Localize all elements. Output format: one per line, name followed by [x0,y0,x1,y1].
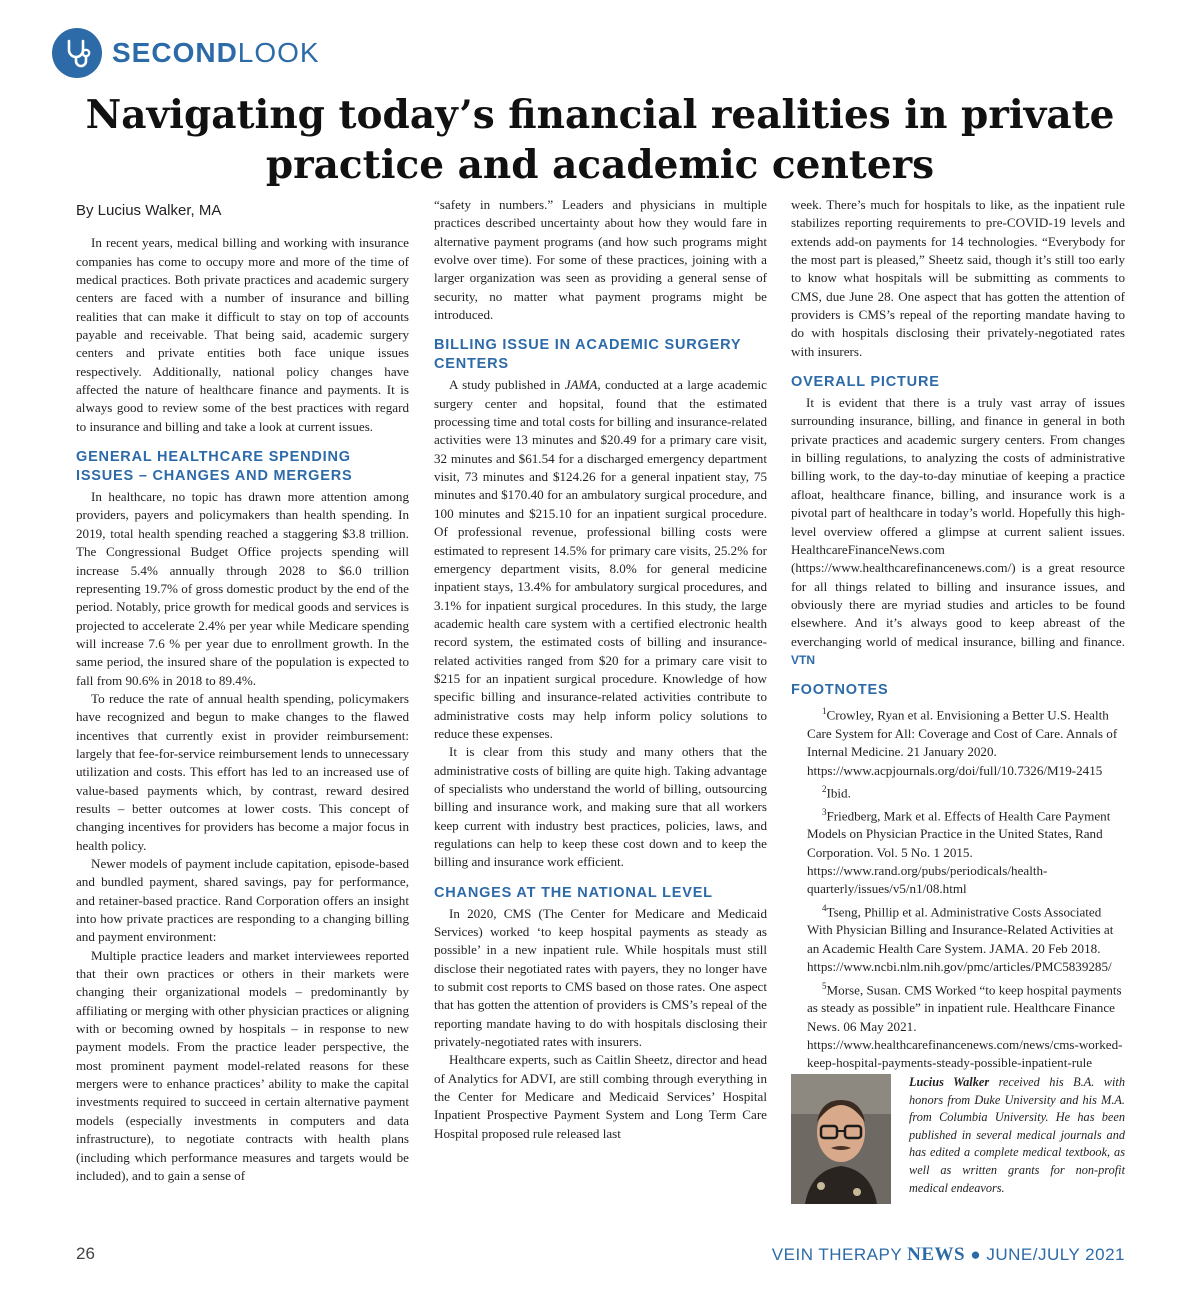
paragraph: A study published in JAMA, conducted at a large academic surgery center and hopsital, found that the estimated processing time and total costs for billing and insurance-related activities were 13 minutes and $20.49 for a primary care visit, 32 minutes and $61.54 for a discharged emergency department visit, 73 minutes and $124.26 for a general inpatient stay, 75 minutes and $170.40 for an ambulatory surgical procedure, and 100 minutes and $215.10 for an inpatient surgical procedure. Of professional revenue, professional billing costs were estimated to represent 14.5% for primary care visits, 25.2% for emergency department visits, 8.0% for general medicine inpatient stays, 13.4% for ambulatory surgical procedures, and 3.1% for inpatient surgical procedures. In this study, the large academic health care system with a certified electronic health record system, the estimated costs of billing and insurance-related activities ranged from $20 for a primary care visit to $215 for an inpatient surgical procedure. Knowledge of how specific billing and insurance-related activities contribute to administrative costs may help inform policy solutions to reduce these expenses. [434,377,767,741]
journal-name: JAMA [564,377,598,393]
paragraph: It is evident that there is a truly vast array of issues surrounding insurance, billing, and finance in general in both private practices and academic surgery centers. From changes in billing regulations, to analyzing the costs of administrative billing work, to the day-to-day minutiae of keeping a practice afloat, healthcare finance, billing, and insurance work is a pivotal part of healthcare in today’s world. Hopefully this high-level overview offered a glimpse at current salient issues. HealthcareFinanceNews.com (https://www.healthcarefinancenews.com/) is a great resource for all things related to billing and insurance issues, and obviously there are myriad studies and articles to be found elsewhere. And it’s always good to keep abreast of the everchanging world of medical insurance, billing and finance. VTN [791,395,1125,667]
paragraph: Newer models of payment include capitation, episode-based and bundled payment, shared savings, pay for performance, and retainer-based practice. Rand Corporation offers an insight into how private practices are responding to a changing billing and payment environment: [76,856,409,945]
article-title: Navigating today’s financial realities in private practice and academic centers [85,92,1115,188]
column-1 [76,198,409,1185]
magazine-issue: VEIN THERAPY NEWS ● JUNE/JULY 2021 [771,1244,1125,1265]
paragraph: To reduce the rate of annual health spending, policymakers have recognized and begun to make changes to the flawed incentives that currently exist in provider reimbursement: largely that fee-for-service reimbursement lends to unnecessary utilization and costs. This effort has led to an increased use of value-based payments which, by contrast, reward desired results – better outcomes at lower costs. This concept of changing incentives for providers has become a major focus in health policy. [76,690,409,853]
footnotes-heading: FOOTNOTES [791,682,889,699]
section-heading: GENERAL HEALTHCARE SPENDING ISSUES – CHANGES AND MERGERS [76,449,353,485]
footnote: $^1$Crowley, Ryan et al. Envisioning a Better U.S. Health Care System for All: Coverage and Cost of Care. Annals of Internal Medicine. 21 January 2020. https://www.acpjournals.org/doi/full/10.7326/M19-2415 [807,706,1118,778]
footnote: $^4$Tseng, Phillip et al. Administrative Costs Associated With Physician Billing and Insurance-Related Activities at an Academic Health Care System. JAMA. 20 Feb 2018. https://www.ncbi.nlm.nih.gov/pmc/articles/PMC5839285/ [807,902,1114,975]
footnotes-list [791,702,1125,1095]
paragraph: Healthcare experts, such as Caitlin Sheetz, director and head of Analytics for ADVI, are still combing through everything in the Center for Medicare and Medicaid Services’ Hospital Inpatient Prospective Payment System and Long Term Care Hospital proposed rule released last [434,1052,767,1141]
column-2 [434,196,767,1143]
section-label: SECONDLOOK [112,37,320,68]
footnote: $^2$Ibid. [822,783,851,801]
paragraph: week. There’s much for hospitals to like, as the inpatient rule stabilizes reporting requirements to pre-COVID-19 levels and extends add-on payments for 14 technologies. “Everybody for the most part is pleased,” Sheetz said, though it’s still too early to know what hospitals will be submitting as comments to CMS, due June 28. One aspect that has gotten the attention of providers is CMS’s repeal of the reporting mandate having to do with hospitals disclosing their privately-negotiated rates with insurers. [791,197,1125,359]
column-3 [791,196,1125,1095]
footnote: $^3$Friedberg, Mark et al. Effects of Health Care Payment Models on Physician Practice in the United States, Rand Corporation. Vol. 5 No. 1 2015. https://www.rand.org/pubs/periodicals/health-quarterly/issues/v5/n1/08.html [807,806,1111,897]
section-heading: OVERALL PICTURE [791,374,940,391]
section-header [52,28,320,78]
section-heading: CHANGES AT THE NATIONAL LEVEL [434,884,713,901]
footnote: $^5$Morse, Susan. CMS Worked “to keep hospital payments as steady as possible” in inpatient rule. Healthcare Finance News. 06 May 2021. https://www.healthcarefinancenews.com/news/cms-worked-keep-hospital-payments-steady-possible-inpatient-rule [807,980,1123,1071]
paragraph: In 2020, CMS (The Center for Medicare and Medicaid Services) worked ‘to keep hospital payments as steady as possible’ in a new inpatient rule. While hospitals must still disclose their negotiated rates with payers, they no longer have to submit cost reports to CMS based on those rates. One aspect that has gotten the attention of providers is CMS’s repeal of the reporting mandate having to do with hospitals disclosing their privately-negotiated rates with insurers. [434,905,767,1050]
intro-paragraph: In recent years, medical billing and working with insurance companies has come to occupy more and more of the time of medical practices. Both private practices and academic surgery centers are faced with a number of insurance and billing realities that can make it difficult to stay on top of accounts payable and receivable. That being said, academic surgery centers and private entities both face unique issues respectively. Additionally, national policy changes have affected the nature of healthcare finance and payments. It is always good to review some of the best practices with regard to insurance and billing and take a look at current issues. [76,235,409,434]
paragraph: Multiple practice leaders and market interviewees reported that their own practices or others in their markets were changing their organizational models – predominantly by affiliating or merging with other physician practices or aligning with or becoming owned by hospitals – in response to new payment models. From the practice leader perspective, the most prominent payment model-related reasons for these mergers were to enhance practices’ ability to make the capital investments required to succeed in certain alternative payment models (especially investments in computers and data infrastructure), to negotiate contracts with health plans (including which performance measures and targets would be included), and to gain a sense of [76,947,409,1183]
page-number: 26 [76,1244,95,1263]
end-mark: VTN [791,652,815,667]
author-name: Lucius Walker [909,1075,990,1089]
paragraph: It is clear from this study and many others that the administrative costs of billing are quite high. Taking advantage of specialists who understand the world of billing, outsourcing billing and insurance work, and making sure that all workers keep current with industry best practices, policies, laws, and regulations can help to keep these cost down and to keep the billing and insurance work efficient. [434,744,767,870]
paragraph: “safety in numbers.” Leaders and physicians in multiple practices described uncertainty about how they would fare in alternative payment programs (and how such programs might evolve over time). For some of these practices, joining with a larger organization was seen as providing a general sense of security, no matter what payment programs might be introduced. [434,197,767,323]
section-heading: BILLING ISSUE IN ACADEMIC SURGERY CENTERS [434,337,742,373]
author-bio [791,1074,1125,1204]
paragraph: In healthcare, no topic has drawn more attention among providers, payers and policymakers than health spending. In 2019, total health spending reached a staggering $3.8 trillion. The Congressional Budget Office projects spending will increase 5.4% annually through 2028 to $6.0 trillion representing 19.7% of gross domestic product by the end of the period. Notably, price growth for medical goods and services is projected to accelerate 2.4% per year while Medicare spending will increase 7.6 % per year due to enrollment growth. In the same period, the insured share of the population is expected to fall from 90.6% in 2018 to 89.4%. [76,489,409,688]
byline: By Lucius Walker, MA [76,202,222,219]
author-bio-text: Lucius Walker received his B.A. with honors from Duke University and his M.A. from Columbia University. He has been published in several medical journals and has edited a complete medical textbook, as well as written grants for non-profit medical endeavors. [909,1075,1125,1195]
stethoscope-icon [52,28,102,78]
author-photo [791,1074,891,1204]
